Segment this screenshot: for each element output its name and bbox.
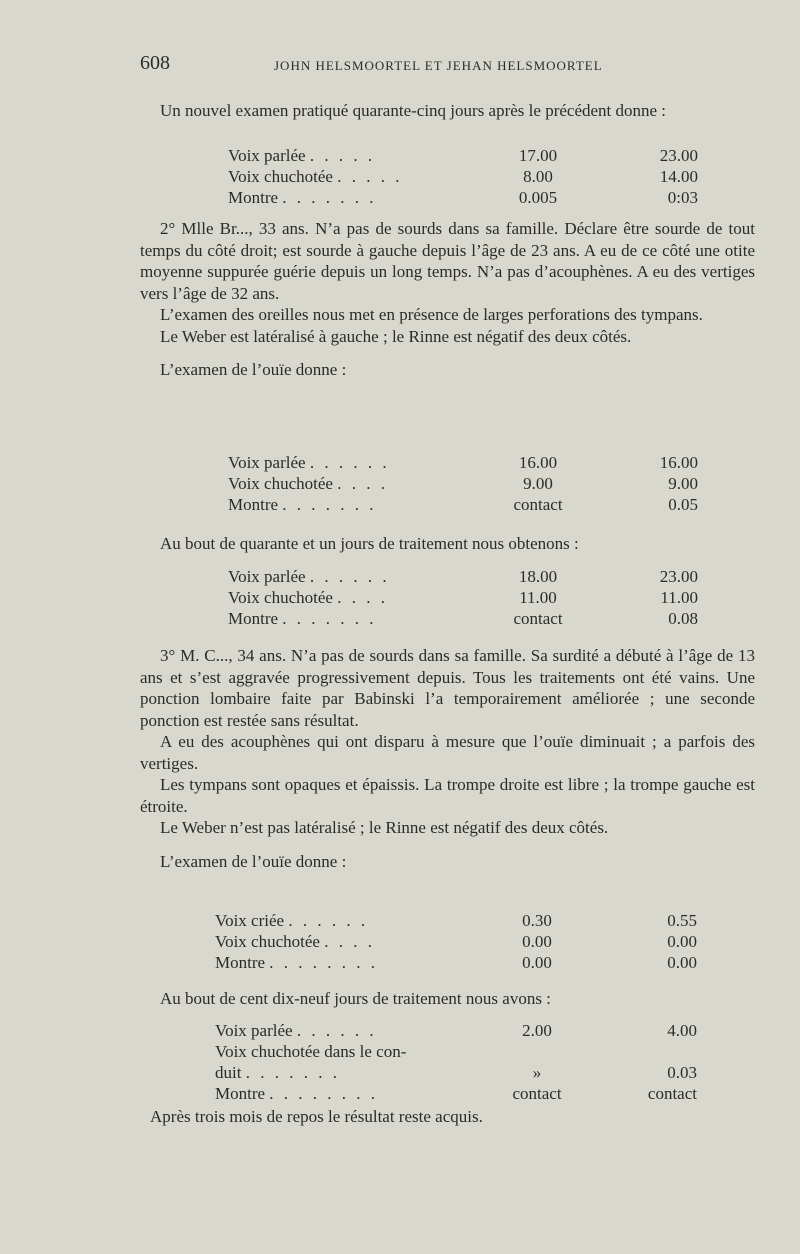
- case-3-section: [140, 645, 755, 872]
- case-3-symptoms: A eu des acouphènes qui ont disparu à mesure que l’ouïe diminuait ; a parfois des vertiges.: [140, 732, 755, 773]
- table-row: Montre . . . . . . . . contact contact: [215, 1084, 697, 1103]
- case-3-weber-rinne: Le Weber n’est pas latéralisé ; le Rinne est négatif des deux côtés.: [160, 818, 609, 837]
- case-2-history: 2° Mlle Br..., 33 ans. N’a pas de sourds dans sa famille. Déclare être sourde de tout temps du côté droit; est sourde à gauche depuis l’âge de 23 ans. A eu de ce côté une otite moyenne suppurée guérie depuis un long temps. N’a pas d’acouphènes. A eu des vertiges vers l’âge de 32 ans.: [140, 219, 755, 303]
- table-row: Voix chuchotée . . . . 11.00 11.00: [228, 588, 698, 607]
- hearing-table-2: [228, 452, 698, 515]
- case-2-hearing-intro: L’examen de l’ouïe donne :: [160, 360, 347, 379]
- case-2-section: [140, 218, 755, 381]
- table-row: Voix parlée . . . . . . 18.00 23.00: [228, 567, 698, 586]
- table-row: Montre . . . . . . . . 0.00 0.00: [215, 953, 697, 972]
- table-row: Voix chuchotée . . . . 0.00 0.00: [215, 932, 697, 951]
- intro-paragraph: Un nouvel examen pratiqué quarante-cinq jours après le précédent donne :: [160, 101, 667, 120]
- running-title: JOHN HELSMOORTEL ET JEHAN HELSMOORTEL: [274, 58, 603, 73]
- table-row: Montre . . . . . . . 0.005 0:03: [228, 188, 698, 207]
- page-header: [140, 52, 760, 82]
- page-number: 608: [140, 52, 170, 74]
- hearing-table-4: [215, 910, 697, 973]
- hearing-table-3: [228, 566, 698, 629]
- after-treatment-2: Au bout de quarante et un jours de traitement nous obtenons :: [160, 534, 579, 553]
- table-row: duit . . . . . . . » 0.03: [215, 1063, 697, 1082]
- case-3-hearing-intro: L’examen de l’ouïe donne :: [160, 851, 347, 871]
- case-2-exam: L’examen des oreilles nous met en présence de larges perforations des tympans.: [160, 305, 703, 324]
- table-row: Voix chuchotée . . . . 9.00 9.00: [228, 474, 698, 493]
- table-row: Voix parlée . . . . . 17.00 23.00: [228, 146, 698, 165]
- case-3-tympans: Les tympans sont opaques et épaissis. La trompe droite est libre ; la trompe gauche est étroite.: [140, 775, 755, 816]
- final-paragraph: Après trois mois de repos le résultat reste acquis.: [150, 1107, 483, 1126]
- table-row: Voix chuchotée . . . . . 8.00 14.00: [228, 167, 698, 186]
- table-row: Montre . . . . . . . contact 0.08: [228, 609, 698, 628]
- table-row: Voix chuchotée dans le con-: [215, 1042, 407, 1061]
- after-treatment-3: Au bout de cent dix-neuf jours de traitement nous avons :: [160, 989, 551, 1008]
- hearing-table-5: [215, 1020, 697, 1104]
- table-row: Montre . . . . . . . contact 0.05: [228, 495, 698, 514]
- hearing-table-1: [228, 145, 698, 208]
- case-2-weber-rinne: Le Weber est latéralisé à gauche ; le Rinne est négatif des deux côtés.: [160, 326, 632, 346]
- table-row: Voix parlée . . . . . . 2.00 4.00: [215, 1021, 697, 1040]
- table-row: Voix criée . . . . . . 0.30 0.55: [215, 911, 697, 930]
- case-3-history: 3° M. C..., 34 ans. N’a pas de sourds dans sa famille. Sa surdité a débuté à l’âge de 13 ans et s’est aggravée progressivement depuis. Tous les traitements ont été vains. Une ponction lombaire faite par Babinski l’a temporairement améliorée ; une seconde ponction est restée sans résultat.: [140, 646, 755, 730]
- table-row: Voix parlée . . . . . . 16.00 16.00: [228, 453, 698, 472]
